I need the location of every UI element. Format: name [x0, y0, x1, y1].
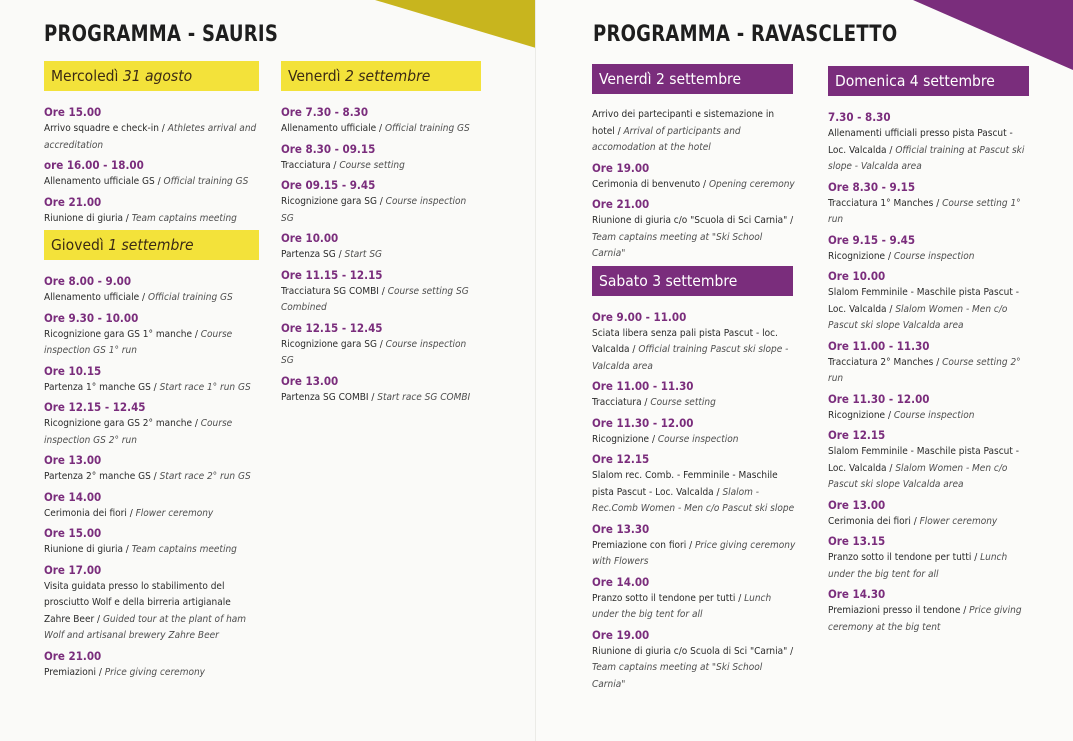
entry-time: Ore 19.00 [592, 160, 650, 175]
entry-italian: Ricognizione [828, 250, 886, 262]
entry-english: Official training at Pascut ski slope - Valcalda area [828, 144, 1025, 172]
entry-english: Course setting [339, 159, 405, 171]
entry-time: 7.30 - 8.30 [828, 110, 891, 124]
entry-english: Price giving ceremony [104, 666, 205, 678]
entry-italian: Riunione di giuria [44, 544, 123, 555]
entry-english: Official training Pascut ski slope - Valcalda area [592, 344, 789, 372]
entry-english: Course inspection GS 2° run [44, 418, 233, 446]
entry-separator: / [886, 303, 896, 315]
entry-italian: Riunione di giuria c/o "Scuola di Sci Carnia" [592, 215, 788, 226]
entry-english: Course inspection [657, 433, 739, 445]
entry-separator: / [735, 592, 745, 604]
column-sauris-1 [44, 61, 259, 684]
entry-time: Ore 13.15 [828, 534, 886, 548]
schedule-entry [44, 452, 259, 486]
entry-english: Course inspection [893, 250, 975, 262]
entry-italian: Riunione di giuria [44, 212, 123, 224]
schedule-entry [592, 574, 797, 624]
entry-italian: Premiazione con fiori [592, 539, 687, 551]
olive-corner-decoration [375, 0, 536, 48]
entry-italian: Tracciatura SG COMBI [281, 285, 379, 297]
schedule-entry [44, 157, 259, 191]
entry-description [592, 591, 797, 624]
entry-separator: / [376, 338, 386, 350]
entry-description [281, 194, 481, 227]
entry-separator: / [368, 391, 378, 403]
schedule-entry [828, 232, 1033, 266]
entry-italian: Riunione di giuria c/o Scuola di Sci "Carnia" [592, 645, 788, 657]
page-title-sauris: PROGRAMMA - SAURIS [44, 22, 279, 47]
entry-italian: Allenamenti ufficiali presso pista Pascut - Loc. Valcalda [828, 128, 1013, 156]
entry-english: Opening ceremony [708, 178, 795, 190]
entry-english: Course setting 1° run [828, 197, 1021, 225]
entry-description [828, 249, 1033, 266]
entry-italian: Ricognizione [592, 433, 650, 445]
entry-description [44, 290, 259, 307]
schedule-entry [44, 273, 259, 307]
schedule-entry [828, 497, 1033, 531]
entry-english: Start race SG COMBI [377, 391, 471, 403]
entry-time: Ore 14.30 [828, 587, 886, 601]
entry-description [828, 550, 1033, 583]
entry-time: Ore 15.00 [44, 526, 102, 540]
schedule-entry [281, 177, 481, 227]
entry-description [592, 177, 797, 194]
entry-italian: Allenamento ufficiale GS [44, 176, 155, 187]
entry-description [281, 337, 481, 370]
day-header-date: 1 settembre [108, 236, 194, 254]
day-header-prefix: Giovedì [51, 236, 104, 254]
schedule-entry [592, 160, 797, 194]
entry-english: Course setting 2° run [828, 356, 1021, 384]
entry-separator: / [933, 197, 943, 209]
entry-time: Ore 9.30 - 10.00 [44, 310, 139, 325]
entry-time: Ore 8.30 - 9.15 [828, 179, 916, 194]
entry-separator: / [787, 645, 794, 657]
entry-italian: Slalom rec. Comb. - Femminile - Maschile pista Pascut - Loc. Valcalda [592, 470, 778, 498]
entry-italian: Cerimonia dei fiori [44, 507, 127, 519]
day-items-sabato [592, 309, 797, 694]
entry-italian: Tracciatura 1° Manches [828, 197, 934, 209]
entry-italian: Tracciatura 2° Manches [828, 356, 934, 368]
entry-time: Ore 14.00 [592, 574, 650, 589]
day-items-domenica [828, 109, 1033, 636]
schedule-entry [281, 230, 481, 264]
schedule-entry [281, 104, 481, 138]
entry-separator: / [713, 486, 723, 498]
page-title-ravascletto: PROGRAMMA - RAVASCLETTO [593, 22, 898, 47]
entry-english: Course inspection SG [281, 196, 467, 224]
entry-separator: / [376, 123, 385, 134]
day-header-prefix: Venerdì [288, 67, 341, 85]
entry-description [44, 174, 259, 191]
entry-description [281, 158, 481, 175]
entry-english: Official training GS [384, 123, 470, 134]
entry-italian: Partenza SG COMBI [281, 391, 369, 403]
schedule-entry [44, 489, 259, 523]
schedule-entry [828, 179, 1033, 229]
entry-time: Ore 13.00 [828, 497, 886, 512]
entry-time: Ore 11.15 - 12.15 [281, 267, 383, 282]
entry-description [44, 211, 259, 228]
entry-description [281, 390, 481, 407]
entry-time: Ore 11.00 - 11.30 [828, 338, 930, 353]
entry-time: Ore 21.00 [592, 197, 650, 211]
entry-description [828, 444, 1033, 494]
entry-time: Ore 13.00 [281, 373, 339, 388]
entry-time: Ore 9.00 - 11.00 [592, 309, 687, 324]
entry-separator: / [614, 125, 624, 137]
entry-italian: Pranzo sotto il tendone per tutti [828, 552, 972, 563]
entry-time: Ore 19.00 [592, 627, 650, 642]
entry-italian: Slalom Femminile - Maschile pista Pascut - Loc. Valcalda [828, 287, 1020, 315]
entry-time: Ore 11.30 - 12.00 [828, 391, 930, 406]
entry-time: Ore 12.15 [828, 428, 886, 442]
schedule-entry [828, 268, 1033, 335]
entry-separator: / [335, 249, 345, 260]
schedule-entry [281, 320, 481, 370]
entry-description [281, 247, 481, 264]
entry-separator: / [700, 178, 709, 190]
column-ravascletto-1 [592, 64, 797, 696]
column-sauris-2 [281, 61, 481, 409]
entry-time: Ore 10.00 [828, 269, 886, 283]
entry-time: Ore 9.15 - 9.45 [828, 232, 916, 247]
entry-description [44, 506, 259, 523]
entry-separator: / [885, 409, 894, 421]
entry-italian: Ricognizione [828, 409, 886, 421]
entry-description [592, 213, 797, 263]
schedule-entry [592, 107, 797, 157]
entry-italian: Premiazioni [44, 666, 96, 678]
entry-description [281, 121, 481, 138]
entry-time: Ore 21.00 [44, 194, 102, 209]
entry-italian: Slalom Femminile - Maschile pista Pascut - Loc. Valcalda [828, 446, 1020, 474]
entry-description [44, 416, 259, 449]
entry-description [592, 326, 797, 376]
entry-italian: Partenza 1° manche GS [44, 381, 151, 393]
entry-time: Ore 15.00 [44, 105, 102, 119]
entry-italian: Partenza SG [281, 249, 336, 260]
day-header-date: 2 settembre [344, 67, 431, 85]
entry-separator: / [686, 539, 695, 551]
entry-italian: Allenamento ufficiale [281, 123, 377, 134]
day-header-date: 31 agosto [122, 67, 193, 85]
entry-separator: / [154, 176, 164, 187]
schedule-entry [828, 338, 1033, 388]
entry-english: Official training GS [147, 292, 233, 303]
entry-separator: / [126, 507, 136, 519]
day-items-giovedi [44, 273, 259, 681]
entry-description [828, 355, 1033, 388]
entry-separator: / [192, 418, 201, 429]
entry-time: Ore 8.00 - 9.00 [44, 274, 132, 288]
entry-italian: Ricognizione gara SG [281, 196, 377, 207]
day-items-venerdi-sauris [281, 104, 481, 406]
column-ravascletto-2 [828, 66, 1033, 639]
entry-separator: / [971, 552, 981, 563]
schedule-entry [828, 586, 1033, 636]
entry-italian: Allenamento ufficiale [44, 292, 140, 303]
entry-english: Course inspection [893, 409, 975, 421]
entry-italian: Sciata libera senza pali pista Pascut - loc. Valcalda [592, 327, 778, 355]
day-header-domenica: Domenica 4 settembre [828, 66, 1029, 96]
entry-separator: / [150, 471, 160, 482]
schedule-entry [592, 378, 797, 412]
entry-english: Start race 1° run GS [159, 381, 251, 393]
schedule-entry [281, 267, 481, 317]
day-header-sabato: Sabato 3 settembre [592, 266, 793, 296]
schedule-entry [828, 427, 1033, 494]
schedule-entry [44, 310, 259, 360]
entry-separator: / [885, 250, 894, 262]
entry-description [44, 665, 259, 682]
entry-description [44, 542, 259, 559]
entry-description [592, 468, 797, 518]
entry-english: Start SG [344, 249, 382, 260]
schedule-entry [592, 415, 797, 449]
day-header-venerdi: Venerdì 2 settembre [592, 64, 793, 94]
entry-separator: / [94, 613, 103, 625]
schedule-entry [44, 194, 259, 228]
schedule-entry [828, 533, 1033, 583]
entry-separator: / [376, 196, 386, 207]
entry-separator: / [122, 544, 132, 555]
entry-english: Slalom -Rec.Comb Women - Men c/o Pascut ski slope [592, 486, 795, 514]
purple-corner-decoration [913, 0, 1073, 70]
entry-english: Lunch under the big tent for all [592, 592, 772, 620]
entry-description [281, 284, 481, 317]
entry-english: Guided tour at the plant of ham Wolf and artisanal brewery Zahre Beer [44, 613, 247, 641]
entry-description [44, 469, 259, 486]
entry-separator: / [122, 212, 132, 224]
entry-time: ore 16.00 - 18.00 [44, 158, 144, 172]
entry-time: Ore 13.00 [44, 453, 102, 467]
entry-time: Ore 12.15 [592, 452, 650, 466]
entry-time: Ore 8.30 - 09.15 [281, 141, 376, 156]
schedule-entry [828, 391, 1033, 425]
entry-description [592, 395, 797, 412]
entry-separator: / [192, 328, 201, 340]
entry-separator: / [933, 356, 943, 368]
entry-english: Official training GS [163, 176, 249, 187]
entry-description [828, 408, 1033, 425]
entry-english: Team captains meeting at "Ski School Carnia" [592, 231, 763, 259]
entry-english: Start race 2° run GS [159, 471, 251, 482]
entry-separator: / [886, 462, 896, 474]
entry-italian: Pranzo sotto il tendone per tutti [592, 592, 736, 604]
entry-description [592, 538, 797, 571]
entry-italian: Ricognizione gara SG [281, 338, 377, 350]
schedule-entry [592, 309, 797, 376]
entry-separator: / [378, 285, 388, 297]
entry-english: Course setting [650, 397, 716, 408]
day-header-giovedi [44, 230, 259, 260]
day-header-mercoledi [44, 61, 259, 91]
entry-time: Ore 12.15 - 12.45 [281, 320, 383, 335]
entry-separator: / [150, 381, 160, 393]
entry-separator: / [158, 123, 168, 134]
entry-description [44, 121, 259, 154]
entry-description [592, 107, 797, 157]
entry-italian: Ricognizione gara GS 2° manche [44, 418, 193, 429]
entry-time: Ore 13.30 [592, 521, 650, 536]
entry-time: Ore 21.00 [44, 648, 102, 663]
entry-separator: / [641, 397, 651, 408]
entry-italian: Tracciatura [592, 397, 642, 408]
entry-separator: / [787, 215, 794, 226]
entry-italian: Ricognizione gara GS 1° manche [44, 328, 193, 340]
day-items-venerdi [592, 107, 797, 263]
schedule-entry [44, 562, 259, 645]
schedule-entry [592, 521, 797, 571]
entry-separator: / [910, 515, 920, 527]
entry-time: Ore 14.00 [44, 489, 102, 504]
entry-separator: / [330, 159, 340, 171]
entry-italian: Cerimonia di benvenuto [592, 178, 701, 190]
schedule-entry [592, 196, 797, 263]
entry-description [44, 380, 259, 397]
schedule-entry [281, 141, 481, 175]
schedule-entry [44, 363, 259, 397]
entry-italian: Arrivo squadre e check-in [44, 123, 159, 134]
entry-description [592, 432, 797, 449]
entry-italian: Arrivo dei partecipanti e sistemazione in hotel [592, 109, 775, 137]
entry-english: Price giving ceremony with Flowers [592, 539, 796, 567]
schedule-entry [281, 373, 481, 407]
schedule-entry [592, 451, 797, 518]
entry-english: Slalom Women - Men c/o Pascut ski slope Valcalda area [828, 462, 1008, 490]
day-items-mercoledi [44, 104, 259, 227]
entry-english: Athletes arrival and accreditation [44, 123, 257, 151]
day-header-prefix: Mercoledì [51, 67, 119, 85]
day-header-venerdi-sauris [281, 61, 481, 91]
entry-italian: Premiazioni presso il tendone [828, 605, 961, 616]
entry-description [44, 579, 259, 645]
entry-separator: / [886, 144, 896, 156]
entry-description [828, 126, 1033, 176]
entry-time: Ore 10.00 [281, 231, 339, 245]
page-sauris [0, 0, 536, 741]
entry-separator: / [649, 433, 658, 445]
entry-time: Ore 10.15 [44, 363, 102, 378]
entry-english: Team captains meeting at "Ski School Carnia" [592, 662, 763, 690]
schedule-entry [44, 525, 259, 559]
entry-english: Course setting SG Combined [281, 285, 469, 313]
entry-english: Flower ceremony [919, 515, 998, 527]
entry-english: Arrival of participants and accomodation at the hotel [592, 125, 741, 153]
entry-description [828, 196, 1033, 229]
entry-english: Team captains meeting [131, 544, 237, 555]
entry-english: Price giving ceremony at the big tent [828, 605, 1022, 633]
entry-description [592, 644, 797, 694]
entry-english: Flower ceremony [135, 507, 214, 519]
entry-time: Ore 17.00 [44, 562, 102, 577]
entry-english: Team captains meeting [131, 212, 237, 224]
schedule-entry [44, 104, 259, 154]
entry-english: Course inspection SG [281, 338, 467, 366]
entry-time: Ore 12.15 - 12.45 [44, 400, 146, 414]
entry-separator: / [960, 605, 970, 616]
schedule-entry [592, 627, 797, 694]
entry-italian: Cerimonia dei fiori [828, 515, 911, 527]
entry-description [828, 285, 1033, 335]
schedule-entry [828, 109, 1033, 176]
entry-description [828, 514, 1033, 531]
entry-italian: Partenza 2° manche GS [44, 471, 151, 482]
entry-time: Ore 09.15 - 9.45 [281, 178, 376, 192]
entry-time: Ore 7.30 - 8.30 [281, 105, 369, 119]
entry-separator: / [139, 292, 148, 303]
entry-english: Lunch under the big tent for all [828, 552, 1008, 580]
page-ravascletto [536, 0, 1073, 741]
entry-separator: / [629, 344, 639, 355]
entry-description [44, 327, 259, 360]
entry-english: Slalom Women - Men c/o Pascut ski slope Valcalda area [828, 303, 1008, 331]
schedule-entry [44, 399, 259, 449]
entry-time: Ore 11.30 - 12.00 [592, 415, 694, 430]
entry-description [828, 603, 1033, 636]
entry-time: Ore 11.00 - 11.30 [592, 379, 694, 393]
entry-separator: / [95, 666, 105, 678]
entry-italian: Tracciatura [281, 159, 331, 171]
schedule-entry [44, 648, 259, 682]
entry-english: Course inspection GS 1° run [44, 328, 233, 356]
entry-italian: Visita guidata presso lo stabilimento del prosciutto Wolf e della birreria artigianale Zahre Beer [44, 580, 231, 625]
